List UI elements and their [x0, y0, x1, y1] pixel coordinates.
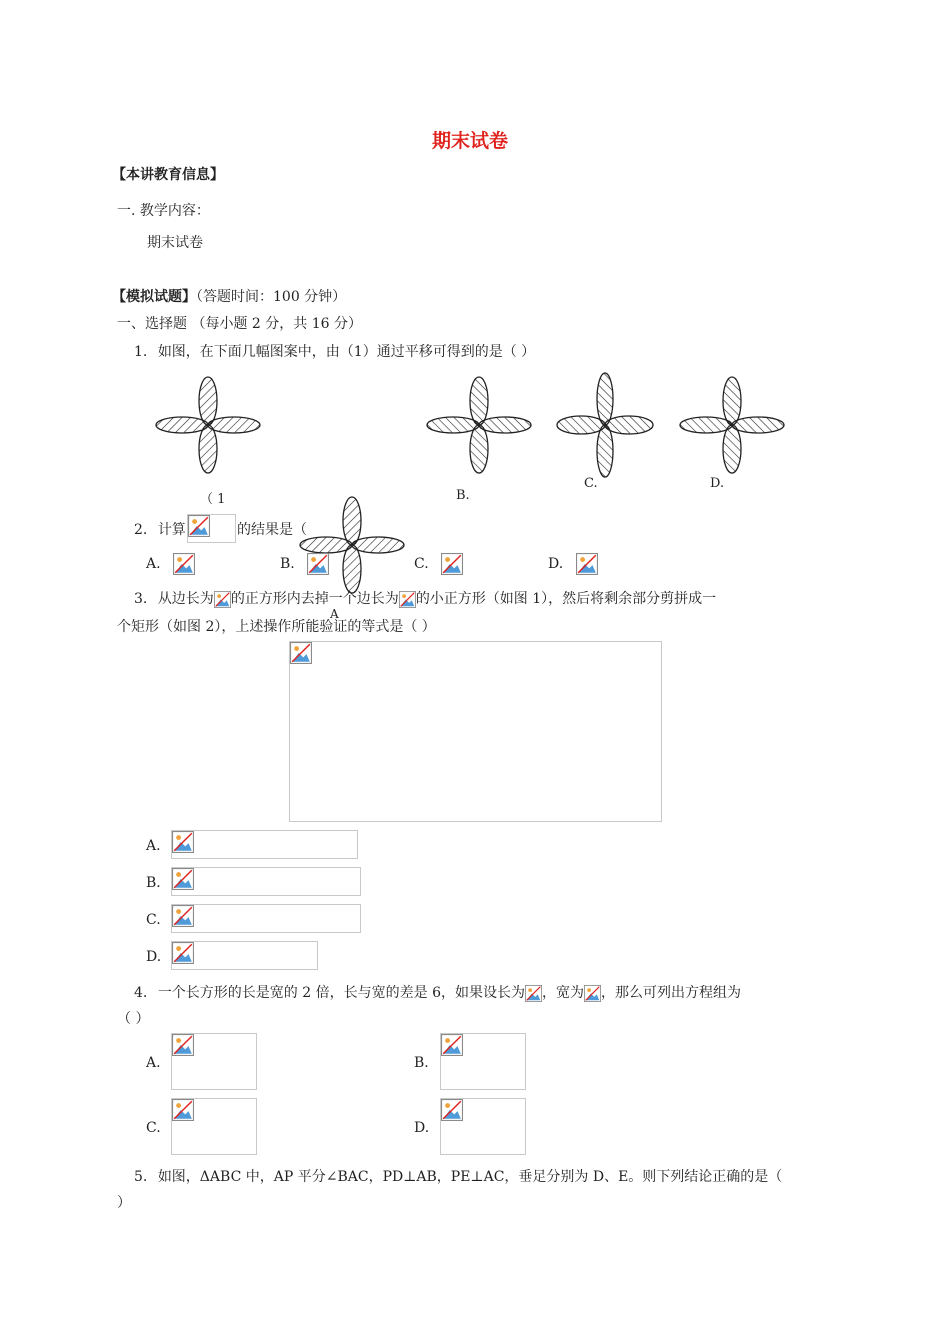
q4-option-b-image [440, 1033, 526, 1090]
q3-text-1: 从边长为 [157, 591, 214, 607]
q4-option-a-label: A. [146, 1055, 161, 1071]
q4-text-2: ，宽为 [541, 985, 584, 1001]
broken-image-icon [290, 642, 312, 664]
q1-label-c: C. [584, 476, 598, 491]
q4-option-c-label: C. [146, 1120, 161, 1136]
q4-option-d-label: D. [414, 1120, 430, 1136]
q3-option-a-label: A. [146, 838, 161, 854]
q3-line1 [134, 588, 716, 608]
q1-number: 1. [134, 344, 148, 360]
q1-label-b: B. [456, 488, 470, 503]
q1-figure-c [549, 370, 661, 482]
q3-option-b-label: B. [146, 875, 161, 891]
content-item: 期末试卷 [147, 235, 203, 251]
q1-figure-a [296, 490, 408, 602]
broken-image-icon [188, 515, 210, 537]
broken-image-icon [172, 831, 194, 853]
broken-image-icon [307, 553, 329, 575]
q4-text-3: ，那么可列出方程组为 [600, 985, 741, 1001]
section-info-heading: 【本讲教育信息】 [112, 167, 224, 183]
q2-option-c-label: C. [414, 556, 429, 572]
content-heading: 一. 教学内容： [117, 203, 210, 219]
broken-image-icon [172, 942, 194, 964]
q4-line2: （ ） [117, 1011, 150, 1027]
q5-stem: 如图，ΔABC 中，AP 平分∠BAC，PD⊥AB，PE⊥AC，垂足分别为 D、E。则下列结论正确的是（ [157, 1169, 783, 1185]
q1-figure-original [150, 370, 268, 482]
q5-line2: ） [117, 1195, 131, 1211]
q4-option-d-image [440, 1098, 526, 1155]
q2-option-b [280, 553, 329, 575]
q3-text-3: 的小正方形（如图 1），然后将剩余部分剪拼成一 [415, 591, 717, 607]
mock-time: （答题时间：100 分钟） [196, 289, 347, 305]
broken-image-icon [525, 985, 542, 1002]
q2-option-a [146, 553, 195, 575]
q4-text-1: 一个长方形的长是宽的 2 倍，长与宽的差是 6，如果设长为 [157, 985, 525, 1001]
broken-image-icon [214, 591, 231, 608]
q4-number: 4. [134, 985, 148, 1001]
mock-heading: 【模拟试题】 [112, 289, 196, 305]
q1-figure-b [423, 370, 535, 482]
q3-number: 3. [134, 591, 148, 607]
broken-image-icon [173, 553, 195, 575]
q3-option-a-image [171, 830, 358, 859]
part1-heading: 一、选择题 （每小题 2 分，共 16 分） [117, 316, 362, 332]
q1-label-original: （ 1 [200, 492, 226, 507]
q1-label-d: D. [710, 476, 725, 491]
mock-heading-row [112, 286, 346, 306]
broken-image-icon [399, 591, 416, 608]
q1-text [134, 341, 535, 361]
q4-line1 [134, 982, 741, 1002]
q4-option-b-label: B. [414, 1055, 429, 1071]
broken-image-icon [576, 553, 598, 575]
broken-image-icon [441, 1099, 463, 1121]
q3-option-c-label: C. [146, 912, 161, 928]
q5-number: 5. [134, 1169, 148, 1185]
q5-line1 [134, 1166, 782, 1186]
q2-option-c [414, 553, 463, 575]
q1-figure-d [676, 370, 788, 482]
q2-option-d-label: D. [548, 556, 564, 572]
q3-option-b-image [171, 867, 361, 896]
q2-option-b-label: B. [280, 556, 295, 572]
broken-image-icon [172, 1034, 194, 1056]
q4-option-a-image [171, 1033, 257, 1090]
broken-image-icon [441, 1034, 463, 1056]
broken-image-icon [172, 905, 194, 927]
q3-option-c-image [171, 904, 361, 933]
q2-text [134, 519, 186, 539]
q3-figure-image [289, 641, 662, 822]
q3-text-2: 的正方形内去掉一个边长为 [230, 591, 399, 607]
q3-line2: 个矩形（如图 2），上述操作所能验证的等式是（ ） [117, 619, 436, 635]
q2-option-a-label: A. [146, 556, 161, 572]
broken-image-icon [441, 553, 463, 575]
broken-image-icon [584, 985, 601, 1002]
broken-image-icon [172, 1099, 194, 1121]
q2-number: 2. [134, 522, 148, 538]
q1-stem: 如图，在下面几幅图案中，由（1）通过平移可得到的是（ ） [157, 344, 536, 360]
q2-option-d [548, 553, 598, 575]
q3-option-d-image [171, 941, 318, 970]
q1-label-a: A [330, 607, 339, 621]
broken-image-icon [172, 868, 194, 890]
q2-pre: 计算 [157, 522, 186, 538]
q3-option-d-label: D. [146, 949, 162, 965]
q2-expression-image [187, 514, 236, 543]
q2-post: 的结果是（ [237, 522, 307, 538]
page-title: 期末试卷 [432, 130, 509, 152]
q4-option-c-image [171, 1098, 257, 1155]
